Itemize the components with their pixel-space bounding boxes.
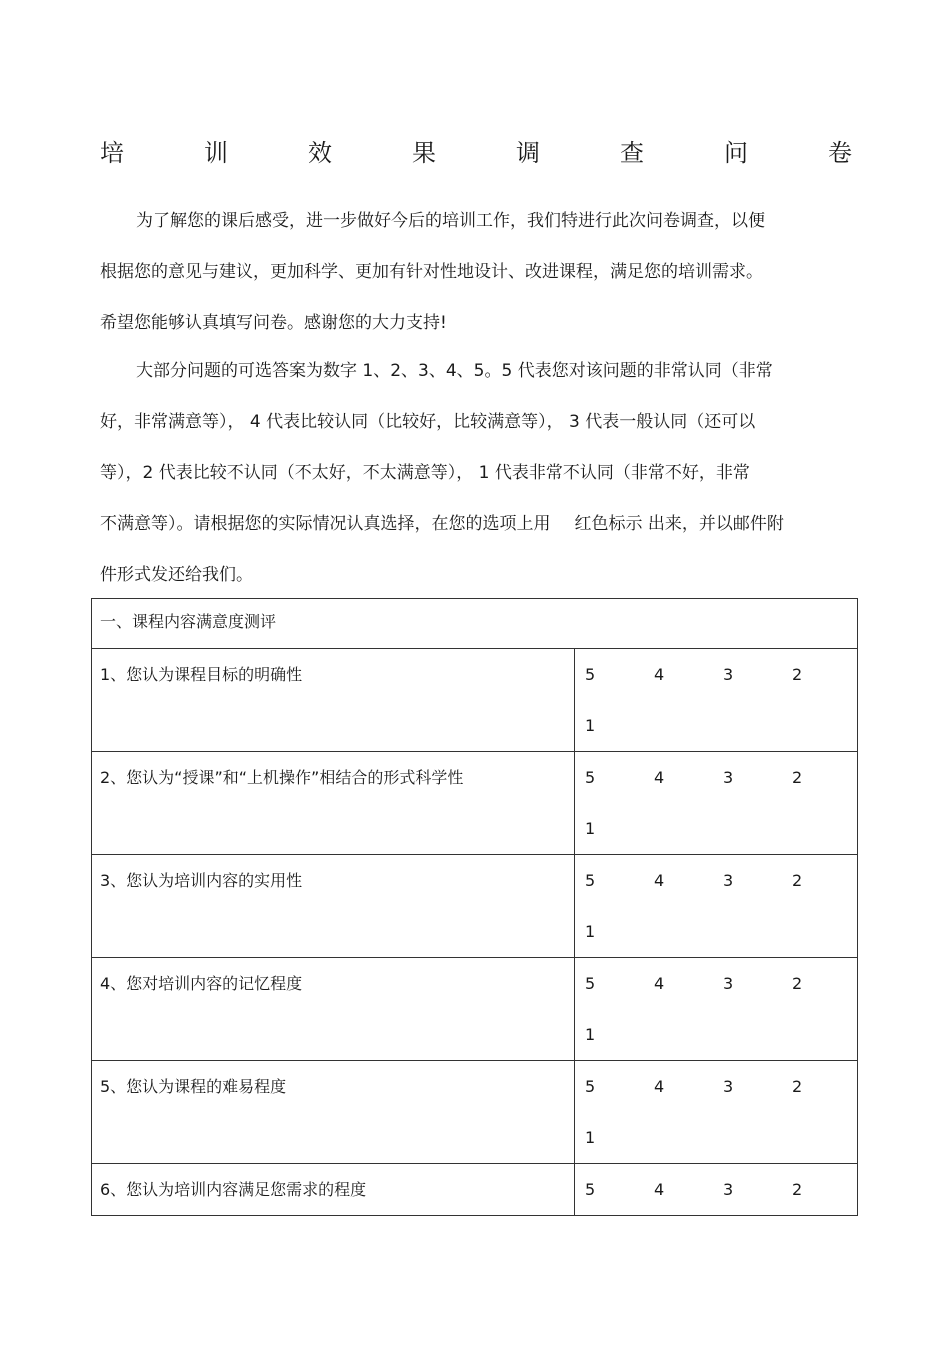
intro-line-2: 根据您的意见与建议，更加科学、更加有针对性地设计、改进课程，满足您的培训需求。 <box>100 262 763 282</box>
question-text: 2、您认为“授课”和“上机操作”相结合的形式科学性 <box>92 752 575 855</box>
score-4[interactable]: 4 <box>654 665 665 684</box>
score-options[interactable] <box>575 958 858 1061</box>
score-5[interactable]: 5 <box>585 1077 596 1096</box>
title-char: 卷 <box>828 138 852 167</box>
score-5[interactable]: 5 <box>585 871 596 890</box>
score-4[interactable]: 4 <box>654 974 665 993</box>
title-char: 训 <box>204 138 228 167</box>
table-row <box>92 649 858 752</box>
question-text: 5、您认为课程的难易程度 <box>92 1061 575 1164</box>
score-5[interactable]: 5 <box>585 974 596 993</box>
score-4[interactable]: 4 <box>654 768 665 787</box>
score-4[interactable]: 4 <box>654 1077 665 1096</box>
section-header: 一、课程内容满意度测评 <box>92 599 858 649</box>
page-title <box>100 132 852 168</box>
table-row <box>92 1164 858 1216</box>
instructions-line-2: 好，非常满意等）， 4 代表比较认同（比较好，比较满意等）， 3 代表一般认同（还可以 <box>100 412 756 432</box>
score-1[interactable]: 1 <box>585 716 596 735</box>
title-char: 查 <box>620 138 644 167</box>
score-2[interactable]: 2 <box>792 768 803 787</box>
table-row <box>92 855 858 958</box>
score-options[interactable] <box>575 1164 858 1216</box>
score-options[interactable] <box>575 649 858 752</box>
title-char: 问 <box>724 138 748 167</box>
question-text: 4、您对培训内容的记忆程度 <box>92 958 575 1061</box>
score-options[interactable] <box>575 752 858 855</box>
instructions-line-5: 件形式发还给我们。 <box>100 565 253 585</box>
score-3[interactable]: 3 <box>723 1077 734 1096</box>
survey-table <box>91 598 858 1216</box>
table-row <box>92 958 858 1061</box>
score-1[interactable]: 1 <box>585 922 596 941</box>
instructions-paragraph <box>100 346 860 601</box>
intro-paragraph <box>100 196 860 349</box>
score-3[interactable]: 3 <box>723 1180 734 1199</box>
question-text: 3、您认为培训内容的实用性 <box>92 855 575 958</box>
score-3[interactable]: 3 <box>723 665 734 684</box>
score-4[interactable]: 4 <box>654 871 665 890</box>
table-row <box>92 1061 858 1164</box>
instructions-line-1: 大部分问题的可选答案为数字 1、2、3、4、5。5 代表您对该问题的非常认同（非常 <box>136 361 773 381</box>
score-5[interactable]: 5 <box>585 665 596 684</box>
score-2[interactable]: 2 <box>792 871 803 890</box>
instructions-line-4 <box>100 499 860 550</box>
table-row <box>92 752 858 855</box>
score-3[interactable]: 3 <box>723 871 734 890</box>
score-5[interactable]: 5 <box>585 768 596 787</box>
score-2[interactable]: 2 <box>792 1077 803 1096</box>
instructions-line-4b: 红色标示 出来，并以邮件附 <box>574 514 784 534</box>
score-options[interactable] <box>575 855 858 958</box>
score-2[interactable]: 2 <box>792 1180 803 1199</box>
question-text: 1、您认为课程目标的明确性 <box>92 649 575 752</box>
score-3[interactable]: 3 <box>723 974 734 993</box>
intro-line-1: 为了解您的课后感受，进一步做好今后的培训工作，我们特进行此次问卷调查，以便 <box>136 211 765 231</box>
score-5[interactable]: 5 <box>585 1180 596 1199</box>
title-char: 果 <box>412 138 436 167</box>
score-options[interactable] <box>575 1061 858 1164</box>
instructions-line-3: 等），2 代表比较不认同（不太好，不太满意等）， 1 代表非常不认同（非常不好，非常 <box>100 463 750 483</box>
score-1[interactable]: 1 <box>585 1128 596 1147</box>
score-4[interactable]: 4 <box>654 1180 665 1199</box>
score-2[interactable]: 2 <box>792 974 803 993</box>
title-char: 调 <box>516 138 540 167</box>
score-3[interactable]: 3 <box>723 768 734 787</box>
title-char: 培 <box>100 138 124 167</box>
score-2[interactable]: 2 <box>792 665 803 684</box>
intro-line-3: 希望您能够认真填写问卷。感谢您的大力支持! <box>100 313 447 333</box>
title-char: 效 <box>308 138 332 167</box>
question-text: 6、您认为培训内容满足您需求的程度 <box>92 1164 575 1216</box>
instructions-line-4a: 不满意等）。请根据您的实际情况认真选择，在您的选项上用 <box>100 514 551 534</box>
score-1[interactable]: 1 <box>585 1025 596 1044</box>
score-1[interactable]: 1 <box>585 819 596 838</box>
